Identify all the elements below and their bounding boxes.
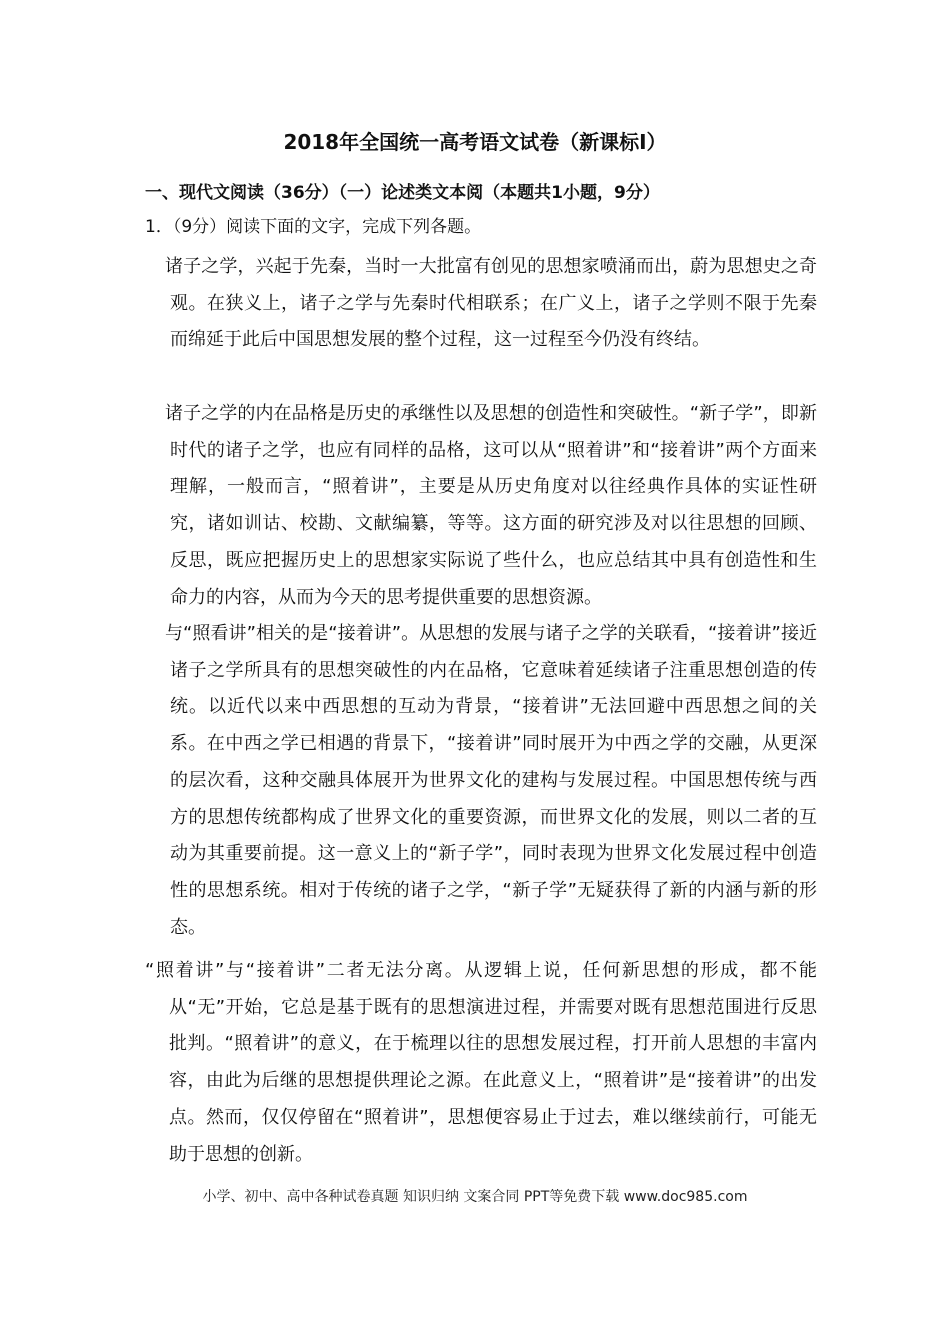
passage-paragraph-2: 诸子之学的内在品格是历史的承继性以及思想的创造性和突破性。“新子学”，即新时代的诸子之学，也应有同样的品格，这可以从“照着讲”和“接着讲”两个方面来理解，一般而言，“照着讲”，主要是从历史角度对以往经典作具体的实证性研究，诸如训诂、校勘、文献编纂，等等。这方面的研究涉及对以往思想的回顾、反思，既应把握历史上的思想家实际说了些什么，也应总结其中具有创造性和生命力的内容，从而为今天的思考提供重要的思想资源。 [165,403,817,608]
passage-paragraph-1: 诸子之学，兴起于先秦，当时一大批富有创见的思想家喷涌而出，蔚为思想史之奇观。在狭义上，诸子之学与先秦时代相联系；在广义上，诸子之学则不限于先秦而绵延于此后中国思想发展的整个过程，这一过程至今仍没有终结。 [165,256,817,351]
section-heading: 一、现代文阅读（36分）（一）论述类文本阅（本题共1小题，9分） [145,183,660,203]
passage-paragraph-3: 与“照看讲”相关的是“接着讲”。从思想的发展与诸子之学的关联看，“接着讲”接近诸子之学所具有的思想突破性的内在品格，它意味着延续诸子注重思想创造的传统。以近代以来中西思想的互动为背景，“接着讲”无法回避中西思想之间的关系。在中西之学已相遇的背景下，“接着讲”同时展开为中西之学的交融，从更深的层次看，这种交融具体展开为世界文化的建构与发展过程。中国思想传统与西方的思想传统都构成了世界文化的重要资源，而世界文化的发展，则以二者的互动为其重要前提。这一意义上的“新子学”，同时表现为世界文化发展过程中创造性的思想系统。相对于传统的诸子之学，“新子学”无疑获得了新的内涵与新的形态。 [165,623,817,938]
page-title: 2018年全国统一高考语文试卷（新课标I） [283,130,667,154]
question-prompt: 1．（9分）阅读下面的文字，完成下列各题。 [145,217,482,237]
passage-paragraph-4: “照着讲”与“接着讲”二者无法分离。从逻辑上说，任何新思想的形成，都不能从“无”开始，它总是基于既有的思想演进过程，并需要对既有思想范围进行反思批判。“照着讲”的意义，在于梳理以往的思想发展过程，打开前人思想的丰富内容，由此为后继的思想提供理论之源。在此意义上，“照着讲”是“接着讲”的出发点。然而，仅仅停留在“照着讲”，思想便容易止于过去，难以继续前行，可能无助于思想的创新。 [145,960,817,1165]
page-footer: 小学、初中、高中各种试卷真题 知识归纳 文案合同 PPT等免费下载 www.doc985.com [202,1189,748,1205]
